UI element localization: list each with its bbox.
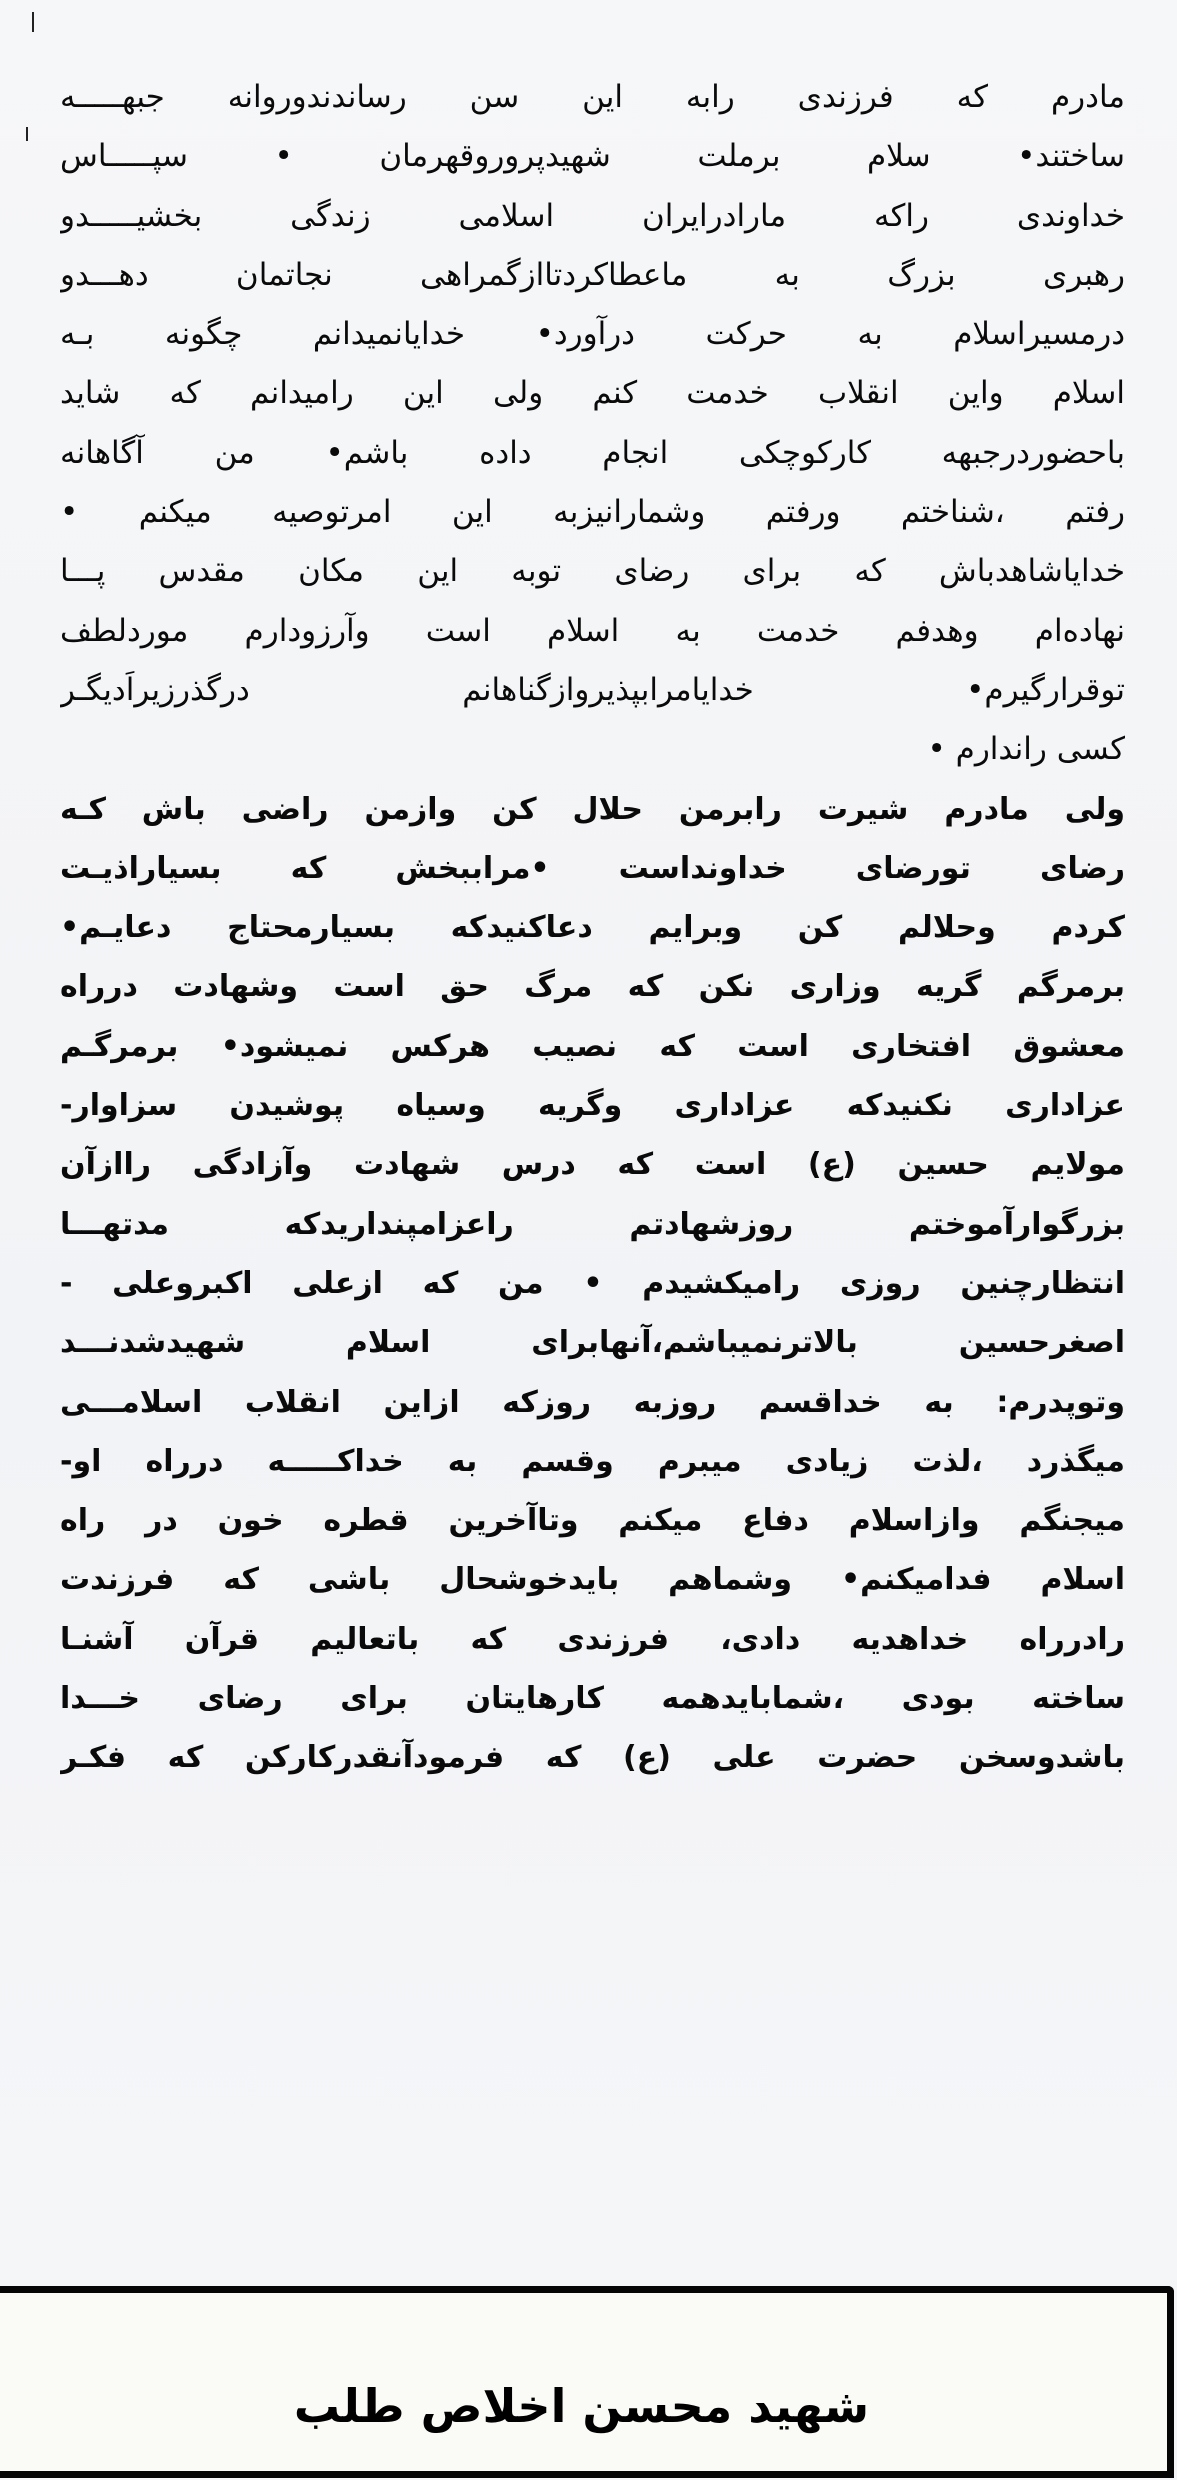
text-line: نهاده‌ام وهدفم خدمت به اسلام است وآرزودارم موردلطف <box>60 612 1125 649</box>
text-line: خداوندی راکه مارادرایران اسلامی زندگی بخشیـــــدو <box>60 197 1125 234</box>
margin-mark <box>32 12 34 32</box>
text-line: ولی مادرم شیرت رابرمن حلال کن وازمن راضی باش کـه <box>60 791 1125 827</box>
text-line: اسلام فدامیکنم• وشماهم بایدخوشحال باشی که فرزندت <box>60 1562 1125 1598</box>
text-line: اصغرحسین بالاترنمیباشم،آنهابرای اسلام شهیدشدنـــد <box>60 1325 1125 1361</box>
text-line: میگذرد ،لذت زیادی میبرم وقسم به خداکـــــه درراه او- <box>60 1443 1125 1479</box>
text-line: باحضوردرجبهه کارکوچکی انجام داده باشم• من آگاهانه <box>60 434 1125 471</box>
text-line: وتوپدرم: به خداقسم روزبه روزکه ازاین انقلاب اسلامـــی <box>60 1384 1125 1420</box>
text-line: توقرارگیرم• خدایامرابپذیروازگناهانم درگذرزیراَدیگـر <box>60 671 1125 708</box>
text-line: رفتم ،شناختم ورفتم وشمارانیزبه این امرتوصیه میکنم • <box>60 494 1125 531</box>
text-line: رهبری بزرگ به ماعطاکردتاازگمراهی نجاتمان دهـــدو <box>60 256 1125 293</box>
text-line: عزاداری نکنیدکه عزاداری وگریه وسیاه پوشیدن سزاوار- <box>60 1088 1125 1124</box>
martyr-name-caption: شهید محسن اخلاص طلب <box>293 2379 870 2433</box>
text-line: درمسیراسلام به حرکت درآورد• خدایانمیدانم چگونه بـه <box>60 316 1125 353</box>
text-line: کسی راندارم • <box>927 731 1125 768</box>
text-line: ساخته بودی ،شمابایدهمه کارهایتان برای رضای خـــدا <box>60 1681 1125 1717</box>
text-line: ساختند• سلام برملت شهیدپروروقهرمان • سپـــــاس <box>60 138 1125 175</box>
text-line: مولایم حسین (ع) است که درس شهادت وآزادگی راازآن <box>60 1147 1125 1183</box>
caption-box <box>0 2286 1174 2478</box>
text-line: برمرگم گریه وزاری نکن که مرگ حق است وشهادت درراه <box>60 969 1125 1005</box>
margin-mark <box>26 127 28 141</box>
text-line: رادرراه خداهدیه دادی، فرزندی که باتعالیم قرآن آشنـا <box>60 1621 1125 1657</box>
text-line: معشوق افتخاری است که نصیب هرکس نمیشود• برمرگـم <box>60 1028 1125 1064</box>
text-line: بزرگوارآموختم روزشهادتم راعزامپنداریدکه مدتهـــا <box>60 1206 1125 1242</box>
text-line: اسلام واین انقلاب خدمت کنم ولی این رامیدانم که شاید <box>60 375 1125 412</box>
will-text-body <box>60 68 1125 1788</box>
text-line: باشدوسخن حضرت علی (ع) که فرمودآنقدرکارکن که فکـر <box>60 1740 1125 1776</box>
text-line: رضای تورضای خداونداست •مراببخش که بسیاراذیـت <box>60 850 1125 886</box>
text-line: خدایاشاهدباش که برای رضای توبه این مکان مقدس پـــا <box>60 553 1125 590</box>
text-line: کردم وحلالم کن وبرایم دعاکنیدکه بسیارمحتاج دعایـم• <box>60 910 1125 946</box>
text-line: انتظارچنین روزی رامیکشیدم • من که ازعلی اکبروعلی - <box>60 1265 1125 1301</box>
text-line: مادرم که فرزندی رابه این سن رساندندوروانه جبهـــــه <box>60 79 1125 115</box>
text-line: میجنگم وازاسلام دفاع میکنم وتاآخرین قطره خون در راه <box>60 1503 1125 1539</box>
